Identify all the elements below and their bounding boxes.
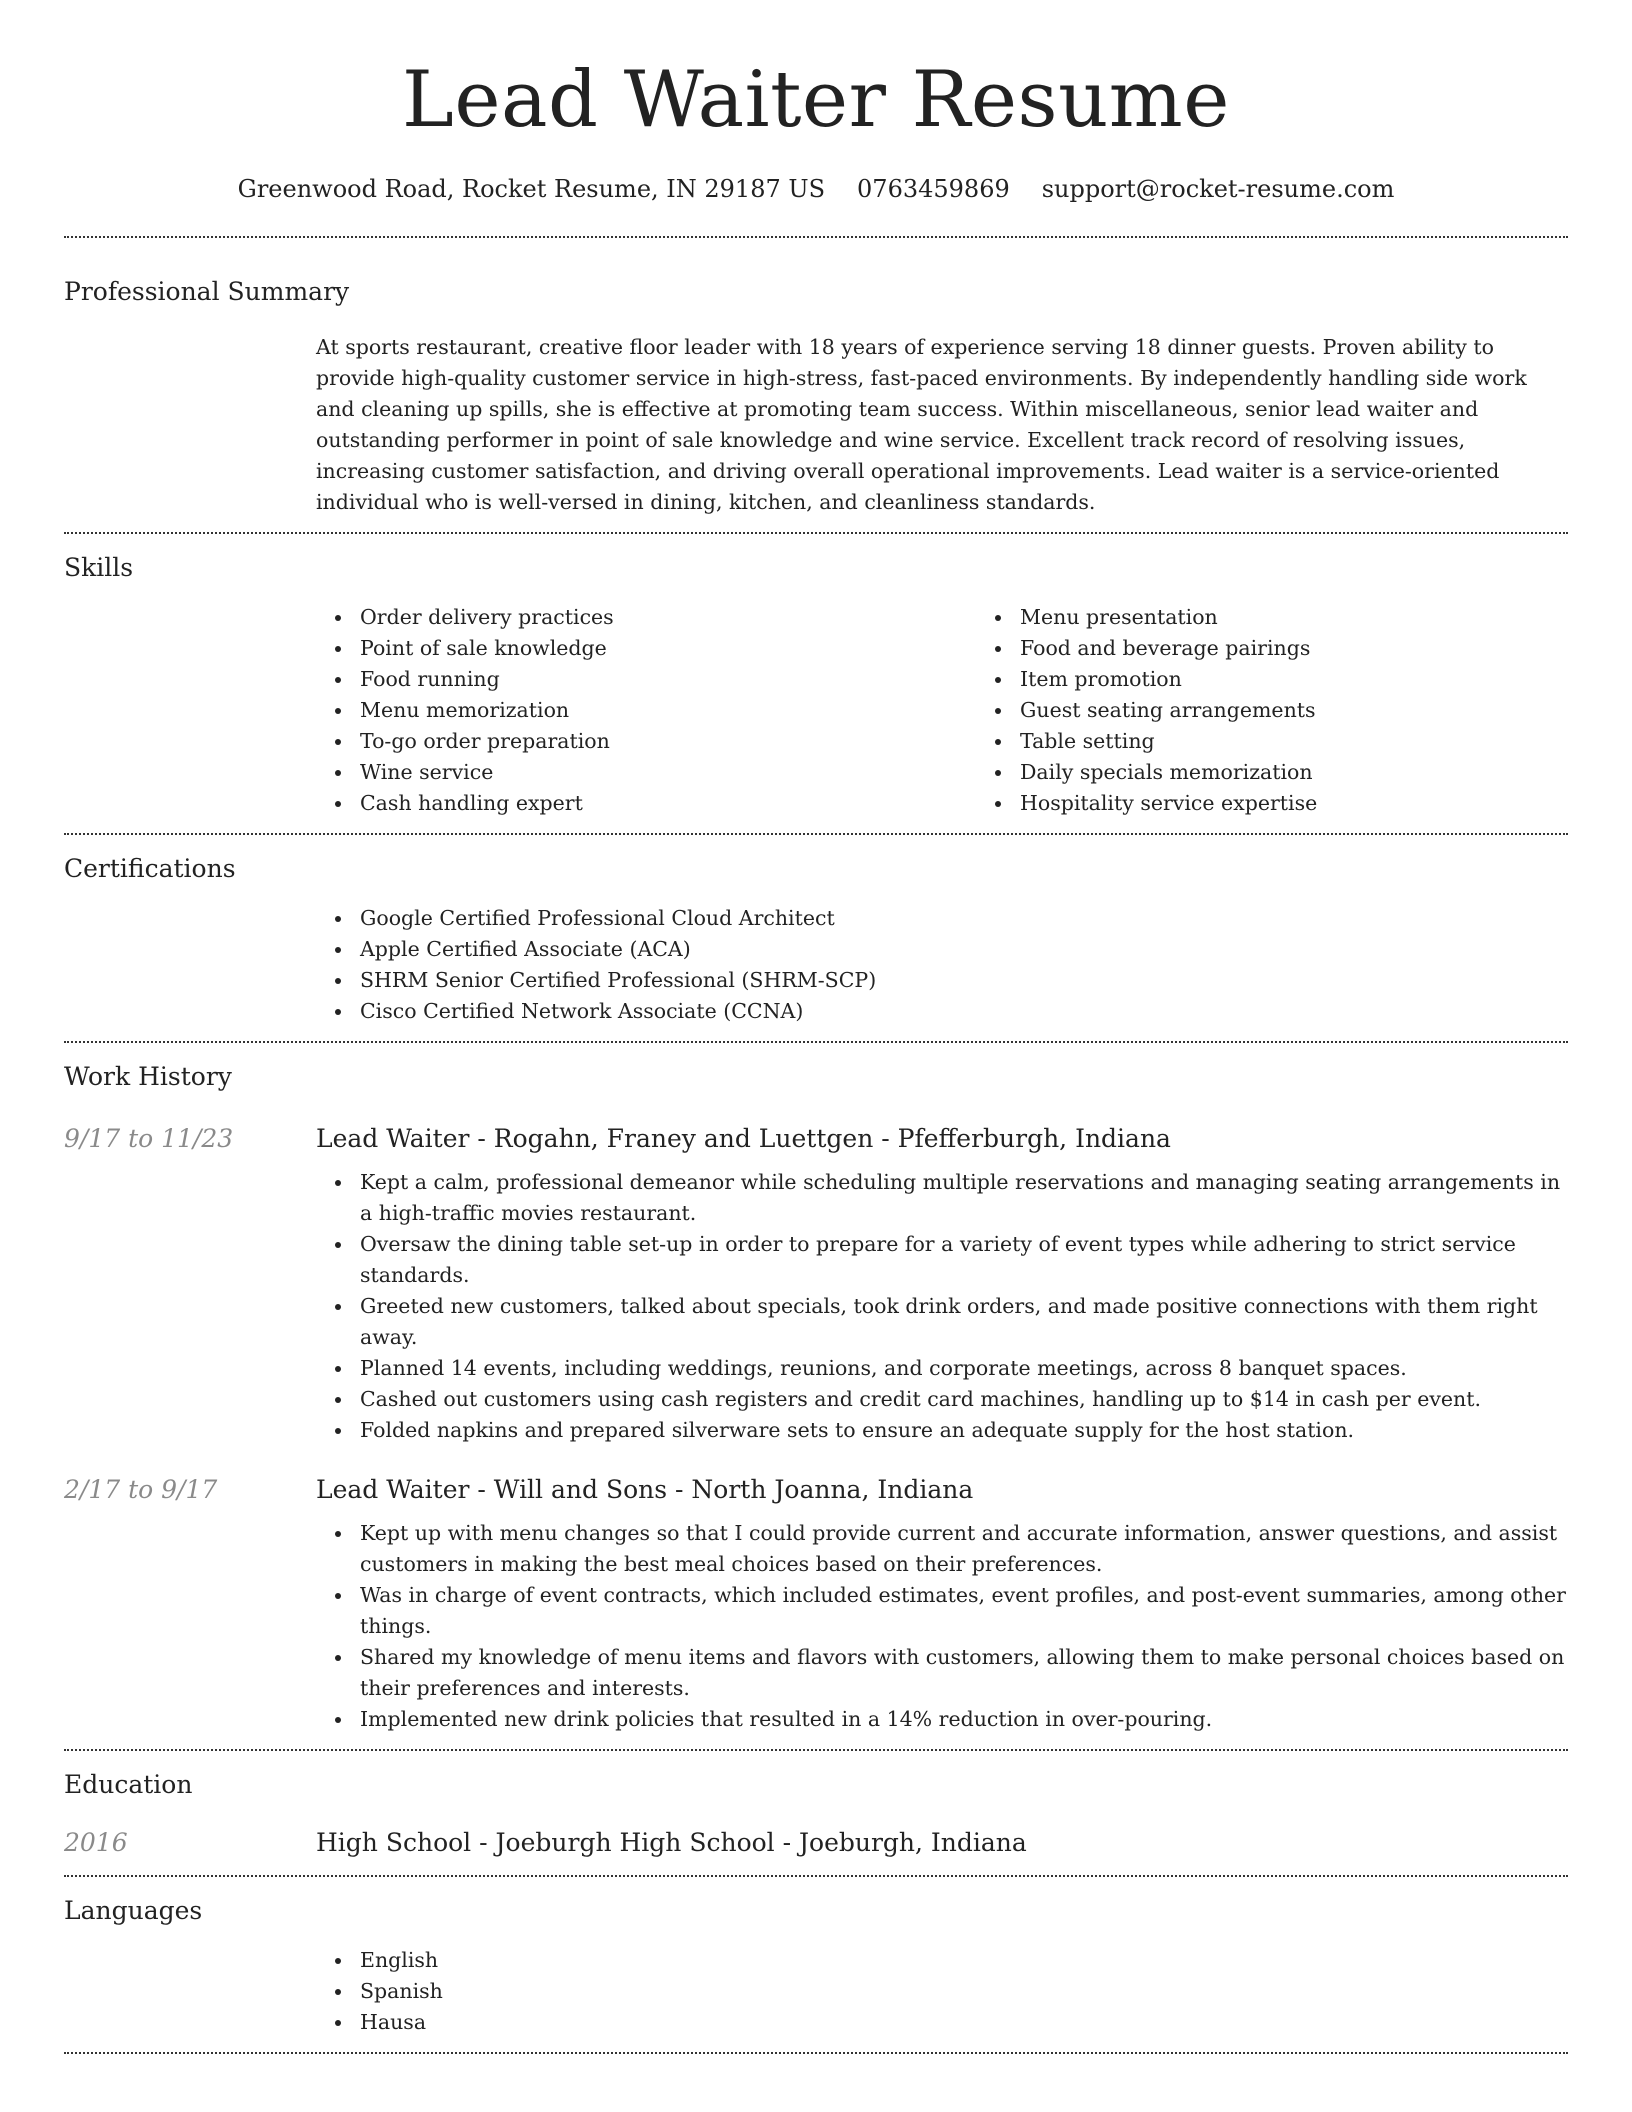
skill-item: Food and beverage pairings [1020, 633, 1568, 664]
certifications-left-spacer [64, 903, 316, 1027]
language-item: Hausa [360, 2007, 1568, 2038]
job-dates: 2/17 to 9/17 [64, 1475, 218, 1504]
skill-item: Daily specials memorization [1020, 757, 1568, 788]
skill-item: Menu memorization [360, 695, 976, 726]
section-heading-work-history: Work History [64, 1062, 232, 1091]
certifications-section [64, 835, 1568, 1041]
certifications-body [316, 903, 1568, 1027]
job-dates: 9/17 to 11/23 [64, 1124, 234, 1153]
summary-section [64, 238, 1568, 532]
skill-item: Item promotion [1020, 664, 1568, 695]
languages-body [316, 1945, 1568, 2038]
certification-item: Apple Certified Associate (ACA) [360, 934, 1568, 965]
job-title: Lead Waiter - Will and Sons - North Joanna, Indiana [316, 1475, 974, 1504]
education-row [64, 1825, 1568, 1861]
skill-item: Table setting [1020, 726, 1568, 757]
jobs-container [64, 1121, 1568, 1735]
languages-section [64, 1877, 1568, 2052]
summary-body [316, 332, 1568, 518]
job-body [316, 1472, 1568, 1735]
work-history-section [64, 1043, 1568, 1749]
skill-item: Guest seating arrangements [1020, 695, 1568, 726]
skill-item: Wine service [360, 757, 976, 788]
skill-item: Hospitality service expertise [1020, 788, 1568, 819]
languages-list [316, 1945, 1568, 2038]
skills-list-left [316, 602, 976, 819]
section-divider [64, 2052, 1568, 2054]
contact-email: support@rocket-resume.com [1041, 175, 1395, 203]
contact-address: Greenwood Road, Rocket Resume, IN 29187 US [237, 175, 826, 203]
job-bullet: Cashed out customers using cash registers and credit card machines, handling up to $14 in cash per event. [360, 1384, 1568, 1415]
contact-phone: 0763459869 [857, 175, 1010, 203]
job-bullet: Shared my knowledge of menu items and flavors with customers, allowing them to make personal choices based on their preferences and interests. [360, 1642, 1568, 1704]
job-bullet: Kept up with menu changes so that I could provide current and accurate information, answer questions, and assist customers in making the best meal choices based on their preferences. [360, 1518, 1568, 1580]
job-bullets [316, 1167, 1568, 1446]
job-entry [64, 1121, 1568, 1446]
languages-left-spacer [64, 1945, 316, 2038]
certification-item: SHRM Senior Certified Professional (SHRM-SCP) [360, 965, 1568, 996]
skills-section [64, 534, 1568, 833]
summary-left-spacer [64, 332, 316, 518]
job-bullet: Kept a calm, professional demeanor while scheduling multiple reservations and managing seating arrangements in a high-traffic movies restaurant. [360, 1167, 1568, 1229]
job-bullets [316, 1518, 1568, 1735]
job-bullet: Greeted new customers, talked about specials, took drink orders, and made positive connections with them right away. [360, 1291, 1568, 1353]
summary-row [64, 332, 1568, 518]
job-row [64, 1472, 1568, 1735]
resume-title: Lead Waiter Resume [402, 55, 1230, 145]
certification-item: Google Certified Professional Cloud Architect [360, 903, 1568, 934]
language-item: Spanish [360, 1976, 1568, 2007]
language-item: English [360, 1945, 1568, 1976]
skill-item: Food running [360, 664, 976, 695]
job-bullet: Planned 14 events, including weddings, reunions, and corporate meetings, across 8 banquet spaces. [360, 1353, 1568, 1384]
skills-list-right [976, 602, 1568, 819]
certifications-list [316, 903, 1568, 1027]
skill-item: Point of sale knowledge [360, 633, 976, 664]
skills-columns [316, 602, 1568, 819]
job-bullet: Was in charge of event contracts, which included estimates, event profiles, and post-event summaries, among other things. [360, 1580, 1568, 1642]
skill-item: Order delivery practices [360, 602, 976, 633]
skill-item: Menu presentation [1020, 602, 1568, 633]
certifications-row [64, 903, 1568, 1027]
section-heading-languages: Languages [64, 1896, 203, 1925]
education-year: 2016 [64, 1828, 128, 1857]
education-section [64, 1751, 1568, 1875]
skill-item: To-go order preparation [360, 726, 976, 757]
section-heading-skills: Skills [64, 553, 134, 582]
skill-item: Cash handling expert [360, 788, 976, 819]
job-row [64, 1121, 1568, 1446]
summary-text: At sports restaurant, creative floor leader with 18 years of experience serving 18 dinner guests. Proven ability to provide high-quality customer service in high-stress, fast-paced environments. By independently handling side work and cleaning up spills, she is effective at promoting team success. Within miscellaneous, senior lead waiter and outstanding performer in point of sale knowledge and wine service. Excellent track record of resolving issues, increasing customer satisfaction, and driving overall operational improvements. Lead waiter is a service-oriented individual who is well-versed in dining, kitchen, and cleanliness standards. [316, 335, 1527, 514]
education-body [316, 1825, 1568, 1861]
certification-item: Cisco Certified Network Associate (CCNA) [360, 996, 1568, 1027]
skills-row [64, 602, 1568, 819]
education-title: High School - Joeburgh High School - Joeburgh, Indiana [316, 1828, 1027, 1857]
job-bullet: Oversaw the dining table set-up in order to prepare for a variety of event types while adhering to strict service standards. [360, 1229, 1568, 1291]
job-entry [64, 1472, 1568, 1735]
section-heading-summary: Professional Summary [64, 277, 350, 306]
job-body [316, 1121, 1568, 1446]
job-bullet: Folded napkins and prepared silverware sets to ensure an adequate supply for the host station. [360, 1415, 1568, 1446]
section-heading-education: Education [64, 1770, 193, 1799]
contact-line [64, 172, 1568, 206]
languages-row [64, 1945, 1568, 2038]
job-bullet: Implemented new drink policies that resulted in a 14% reduction in over-pouring. [360, 1704, 1568, 1735]
job-title: Lead Waiter - Rogahn, Franey and Luettgen - Pfefferburgh, Indiana [316, 1124, 1171, 1153]
skills-left-spacer [64, 602, 316, 819]
section-heading-certifications: Certifications [64, 854, 236, 883]
